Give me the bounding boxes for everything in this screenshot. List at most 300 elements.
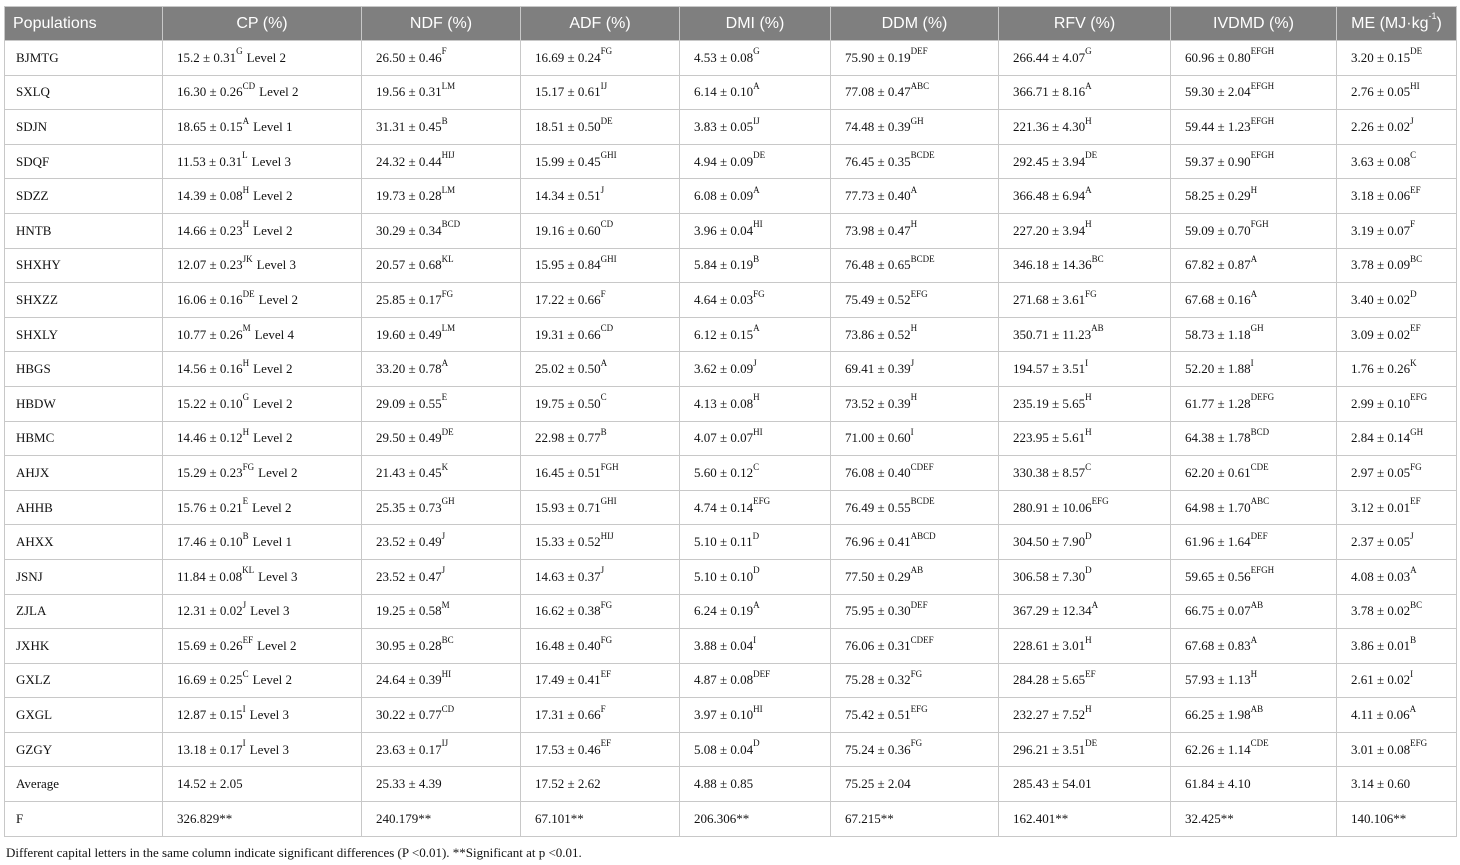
me-significance: BC [1410,599,1423,610]
cp-value: 12.07 ± 0.23 [177,257,243,273]
dmi-significance: D [753,565,760,576]
cp-value: 15.22 ± 0.10 [177,395,243,411]
table-body [5,41,1457,837]
me-significance: J [1410,115,1414,126]
me-significance: EFG [1410,738,1428,749]
dmi-significance: A [753,599,760,610]
me-value: 3.19 ± 0.07 [1351,222,1411,238]
ddm-value: 75.42 ± 0.51 [845,707,911,723]
cp-significance: G [242,392,250,403]
table-row [5,490,1457,525]
rfv-significance: D [1085,530,1092,541]
adf-significance: FG [600,46,613,57]
cp-cell [163,213,362,248]
ddm-cell [831,352,999,387]
adf-value: 15.17 ± 0.61 [535,84,601,100]
ivdmd-value: 59.65 ± 0.56 [1185,568,1251,584]
f-value-ivdmd-cell: 32.425** [1171,802,1337,837]
table-row [5,663,1457,698]
rfv-value: 228.61 ± 3.01 [1013,637,1086,653]
me-value: 3.63 ± 0.08 [1351,153,1411,169]
ivdmd-significance: DEF [1250,530,1268,541]
adf-significance: GHI [600,150,617,161]
rfv-significance: DE [1085,150,1098,161]
ddm-cell [831,421,999,456]
ndf-value: 24.32 ± 0.44 [376,153,442,169]
dmi-cell [680,594,831,629]
cp-significance: JK [242,254,253,265]
me-cell [1337,525,1457,560]
dmi-significance: DE [753,150,766,161]
me-cell [1337,663,1457,698]
population-cell: JSNJ [5,559,163,594]
rfv-cell [999,732,1171,767]
average-label-cell: Average [5,767,163,802]
ndf-significance: M [441,599,450,610]
population-cell: AHHB [5,490,163,525]
header-me-close: ) [1436,14,1442,32]
header-rfv: RFV (%) [999,7,1171,41]
adf-cell [521,456,680,491]
f-value-ndf-cell: 240.179** [362,802,521,837]
rfv-significance: DE [1085,738,1098,749]
ddm-value: 73.86 ± 0.52 [845,326,911,342]
cp-significance: A [242,115,250,126]
header-me-label: ME (MJ·kg [1351,14,1429,32]
table-row [5,179,1457,214]
header-populations: Populations [5,7,163,41]
ndf-value: 24.64 ± 0.39 [376,672,442,688]
ddm-value: 71.00 ± 0.60 [845,430,911,446]
cp-value: 14.39 ± 0.08 [177,188,243,204]
ivdmd-cell [1171,629,1337,664]
me-cell [1337,179,1457,214]
rfv-value: 346.18 ± 14.36 [1013,257,1092,273]
adf-value: 19.31 ± 0.66 [535,326,601,342]
cp-value: 13.18 ± 0.17 [177,741,243,757]
ivdmd-significance: EFGH [1250,565,1275,576]
ivdmd-value: 62.26 ± 1.14 [1185,741,1251,757]
ddm-value: 76.08 ± 0.40 [845,464,911,480]
ndf-value: 29.50 ± 0.49 [376,430,442,446]
average-ivdmd-cell: 61.84 ± 4.10 [1171,767,1337,802]
rfv-cell [999,525,1171,560]
adf-significance: J [600,565,605,576]
ivdmd-significance: DEFG [1250,392,1275,403]
rfv-significance: H [1085,634,1092,645]
rfv-value: 296.21 ± 3.51 [1013,741,1086,757]
ndf-significance: K [441,461,449,472]
cp-cell [163,75,362,110]
cp-significance: J [242,599,247,610]
me-value: 3.09 ± 0.02 [1351,326,1411,342]
ndf-value: 21.43 ± 0.45 [376,464,442,480]
me-value: 3.86 ± 0.01 [1351,637,1411,653]
dmi-value: 4.07 ± 0.07 [694,430,754,446]
me-cell [1337,456,1457,491]
table-row [5,213,1457,248]
dmi-significance: IJ [753,115,760,126]
adf-value: 15.99 ± 0.45 [535,153,601,169]
cp-level: Level 1 [252,534,292,550]
adf-significance: GHI [600,254,617,265]
dmi-cell [680,698,831,733]
rfv-value: 284.28 ± 5.65 [1013,672,1086,688]
ddm-value: 74.48 ± 0.39 [845,118,911,134]
adf-value: 25.02 ± 0.50 [535,361,601,377]
adf-value: 15.33 ± 0.52 [535,534,601,550]
ndf-significance: IJ [441,738,449,749]
ddm-value: 76.49 ± 0.55 [845,499,911,515]
ndf-significance: CD [441,703,455,714]
me-cell [1337,317,1457,352]
rfv-significance: A [1091,599,1099,610]
table-row [5,352,1457,387]
me-significance: I [1410,669,1414,680]
ivdmd-cell [1171,456,1337,491]
dmi-value: 3.88 ± 0.04 [694,637,754,653]
table-row [5,732,1457,767]
ivdmd-significance: I [1250,357,1254,368]
population-cell: HBMC [5,421,163,456]
ddm-significance: H [910,392,918,403]
ddm-cell [831,525,999,560]
cp-level: Level 4 [254,326,294,342]
average-me-cell: 3.14 ± 0.60 [1337,767,1457,802]
cp-significance: CD [242,81,256,92]
cp-cell [163,456,362,491]
ddm-significance: AB [910,565,924,576]
dmi-cell [680,732,831,767]
adf-value: 14.63 ± 0.37 [535,568,601,584]
cp-level: Level 3 [249,707,289,723]
ddm-significance: BCDE [910,496,935,507]
nutrition-table [4,6,1457,837]
average-ddm-cell: 75.25 ± 2.04 [831,767,999,802]
cp-level: Level 2 [253,222,293,238]
dmi-cell [680,179,831,214]
rfv-cell [999,629,1171,664]
adf-value: 15.95 ± 0.84 [535,257,601,273]
cp-value: 17.46 ± 0.10 [177,534,243,550]
me-significance: D [1410,288,1417,299]
dmi-cell [680,144,831,179]
ddm-significance: FG [910,669,923,680]
ivdmd-significance: BCD [1250,427,1270,437]
ivdmd-cell [1171,110,1337,145]
me-significance: HI [1410,81,1420,92]
me-value: 1.76 ± 0.26 [1351,361,1411,377]
cp-cell [163,283,362,318]
dmi-significance: FG [753,288,765,299]
dmi-cell [680,41,831,76]
ndf-cell [362,421,521,456]
ndf-significance: LM [441,81,456,92]
adf-significance: GHI [600,496,617,507]
dmi-significance: J [753,357,757,368]
rfv-value: 223.95 ± 5.61 [1013,430,1086,446]
me-value: 2.61 ± 0.02 [1351,672,1411,688]
ddm-value: 76.06 ± 0.31 [845,637,911,653]
ivdmd-cell [1171,698,1337,733]
adf-significance: C [600,392,607,403]
f-value-label-cell: F [5,802,163,837]
ddm-cell [831,629,999,664]
ndf-value: 23.52 ± 0.49 [376,534,442,550]
me-significance: C [1410,150,1417,161]
table-row [5,594,1457,629]
dmi-significance: G [753,46,760,57]
adf-value: 16.62 ± 0.38 [535,603,601,619]
dmi-significance: B [753,254,760,265]
cp-level: Level 1 [253,118,293,134]
cp-cell [163,629,362,664]
ndf-cell [362,317,521,352]
rfv-significance: H [1085,115,1092,126]
me-significance: A [1410,565,1417,576]
me-value: 4.11 ± 0.06 [1351,707,1410,723]
adf-significance: IJ [600,81,608,92]
rfv-value: 366.71 ± 8.16 [1013,84,1086,100]
ivdmd-significance: A [1250,254,1258,265]
ivdmd-value: 62.20 ± 0.61 [1185,464,1251,480]
ivdmd-cell [1171,144,1337,179]
population-cell: HBDW [5,386,163,421]
f-value-cp-cell: 326.829** [163,802,362,837]
adf-significance: F [600,288,606,299]
me-significance: BC [1410,254,1423,265]
ivdmd-cell [1171,317,1337,352]
cp-value: 15.76 ± 0.21 [177,499,243,515]
cp-value: 15.29 ± 0.23 [177,464,243,480]
cp-significance: L [242,150,248,161]
adf-value: 17.53 ± 0.46 [535,741,601,757]
adf-cell [521,248,680,283]
ndf-cell [362,352,521,387]
cp-significance: H [242,219,250,230]
rfv-cell [999,75,1171,110]
cp-level: Level 2 [252,672,292,688]
me-cell [1337,110,1457,145]
rfv-cell [999,386,1171,421]
rfv-value: 271.68 ± 3.61 [1013,291,1086,307]
cp-value: 11.84 ± 0.08 [177,568,243,584]
header-row [5,7,1457,41]
me-cell [1337,213,1457,248]
ddm-significance: H [910,219,918,230]
adf-cell [521,317,680,352]
ddm-value: 76.96 ± 0.41 [845,534,911,550]
dmi-cell [680,110,831,145]
ddm-significance: CDEF [910,461,934,472]
ndf-significance: LM [441,184,456,195]
ddm-significance: BCDE [910,254,935,265]
f-value-row [5,802,1457,837]
dmi-cell [680,317,831,352]
header-ivdmd: IVDMD (%) [1171,7,1337,41]
me-cell [1337,490,1457,525]
ndf-value: 20.57 ± 0.68 [376,257,442,273]
ivdmd-value: 59.09 ± 0.70 [1185,222,1251,238]
ddm-significance: EFG [910,703,928,714]
dmi-value: 3.96 ± 0.04 [694,222,754,238]
ndf-significance: E [441,392,448,403]
rfv-significance: H [1085,392,1092,403]
dmi-significance: HI [753,703,763,714]
population-cell: SXLQ [5,75,163,110]
adf-significance: HIJ [600,530,614,541]
rfv-cell [999,41,1171,76]
ndf-value: 31.31 ± 0.45 [376,118,442,134]
ivdmd-value: 52.20 ± 1.88 [1185,361,1251,377]
rfv-cell [999,248,1171,283]
dmi-value: 4.13 ± 0.08 [694,395,754,411]
cp-cell [163,179,362,214]
ndf-cell [362,525,521,560]
adf-cell [521,732,680,767]
adf-value: 19.75 ± 0.50 [535,395,601,411]
rfv-significance: A [1085,81,1092,92]
cp-significance: H [242,357,250,368]
me-value: 2.97 ± 0.05 [1351,464,1411,480]
adf-significance: FG [600,634,613,645]
ivdmd-significance: GH [1250,323,1264,334]
cp-level: Level 2 [252,499,292,515]
cp-value: 16.69 ± 0.25 [177,672,243,688]
cp-value: 15.2 ± 0.31 [177,49,237,65]
ndf-significance: KL [441,254,454,265]
table-row [5,421,1457,456]
dmi-value: 6.14 ± 0.10 [694,84,754,100]
adf-cell [521,386,680,421]
header-ddm: DDM (%) [831,7,999,41]
adf-cell [521,352,680,387]
table-row [5,386,1457,421]
cp-level: Level 3 [251,153,291,169]
adf-value: 18.51 ± 0.50 [535,118,601,134]
dmi-cell [680,421,831,456]
ddm-significance: BCDE [910,150,935,161]
ddm-cell [831,663,999,698]
ndf-value: 29.09 ± 0.55 [376,395,442,411]
adf-value: 16.48 ± 0.40 [535,637,601,653]
rfv-cell [999,352,1171,387]
rfv-value: 306.58 ± 7.30 [1013,568,1086,584]
ndf-significance: FG [441,288,454,299]
adf-value: 17.49 ± 0.41 [535,672,601,688]
dmi-value: 3.97 ± 0.10 [694,707,754,723]
ddm-cell [831,41,999,76]
ddm-value: 77.73 ± 0.40 [845,188,911,204]
dmi-value: 5.84 ± 0.19 [694,257,754,273]
ddm-value: 75.90 ± 0.19 [845,49,911,65]
table-row [5,559,1457,594]
me-value: 3.40 ± 0.02 [1351,291,1411,307]
dmi-significance: I [753,634,757,645]
ndf-cell [362,144,521,179]
population-cell: BJMTG [5,41,163,76]
ivdmd-significance: EFGH [1250,46,1275,57]
ddm-cell [831,213,999,248]
ddm-significance: J [910,357,915,368]
population-cell: GXGL [5,698,163,733]
rfv-value: 292.45 ± 3.94 [1013,153,1086,169]
dmi-significance: D [753,738,760,749]
cp-value: 18.65 ± 0.15 [177,118,243,134]
ivdmd-cell [1171,352,1337,387]
rfv-value: 266.44 ± 4.07 [1013,49,1086,65]
cp-level: Level 2 [253,430,293,446]
rfv-cell [999,559,1171,594]
rfv-cell [999,317,1171,352]
me-cell [1337,283,1457,318]
cp-level: Level 2 [246,49,286,65]
table-row [5,110,1457,145]
ndf-significance: B [441,115,448,126]
cp-level: Level 2 [253,188,293,204]
ndf-cell [362,594,521,629]
ddm-cell [831,144,999,179]
ndf-cell [362,110,521,145]
adf-value: 14.34 ± 0.51 [535,188,601,204]
population-cell: ZJLA [5,594,163,629]
ndf-cell [362,41,521,76]
dmi-significance: EFG [753,496,771,507]
population-cell: AHXX [5,525,163,560]
ivdmd-value: 61.77 ± 1.28 [1185,395,1251,411]
adf-value: 22.98 ± 0.77 [535,430,601,446]
ddm-cell [831,248,999,283]
cp-significance: I [242,703,246,714]
dmi-cell [680,75,831,110]
rfv-significance: AB [1091,323,1104,334]
adf-cell [521,179,680,214]
dmi-value: 4.94 ± 0.09 [694,153,754,169]
ivdmd-cell [1171,421,1337,456]
rfv-significance: H [1085,703,1092,714]
f-value-dmi-cell: 206.306** [680,802,831,837]
ndf-value: 19.56 ± 0.31 [376,84,442,100]
me-value: 2.76 ± 0.05 [1351,84,1411,100]
adf-cell [521,594,680,629]
ivdmd-cell [1171,41,1337,76]
me-cell [1337,75,1457,110]
rfv-value: 235.19 ± 5.65 [1013,395,1086,411]
ivdmd-value: 58.25 ± 0.29 [1185,188,1251,204]
ddm-value: 75.24 ± 0.36 [845,741,911,757]
ivdmd-value: 67.68 ± 0.16 [1185,291,1251,307]
dmi-value: 6.12 ± 0.15 [694,326,754,342]
rfv-value: 227.20 ± 3.94 [1013,222,1086,238]
ndf-value: 19.60 ± 0.49 [376,326,442,342]
ivdmd-value: 67.68 ± 0.83 [1185,637,1251,653]
cp-value: 12.87 ± 0.15 [177,707,243,723]
ivdmd-value: 61.96 ± 1.64 [1185,534,1251,550]
adf-value: 16.69 ± 0.24 [535,49,601,65]
ddm-cell [831,386,999,421]
ddm-cell [831,559,999,594]
cp-value: 10.77 ± 0.26 [177,326,243,342]
ivdmd-significance: FGH [1250,219,1269,230]
cp-cell [163,144,362,179]
dmi-value: 6.08 ± 0.09 [694,188,754,204]
me-significance: EFG [1410,392,1428,403]
rfv-value: 366.48 ± 6.94 [1013,188,1086,204]
rfv-cell [999,283,1171,318]
ivdmd-significance: H [1250,184,1258,195]
me-significance: F [1410,219,1416,230]
me-significance: EF [1410,496,1421,507]
